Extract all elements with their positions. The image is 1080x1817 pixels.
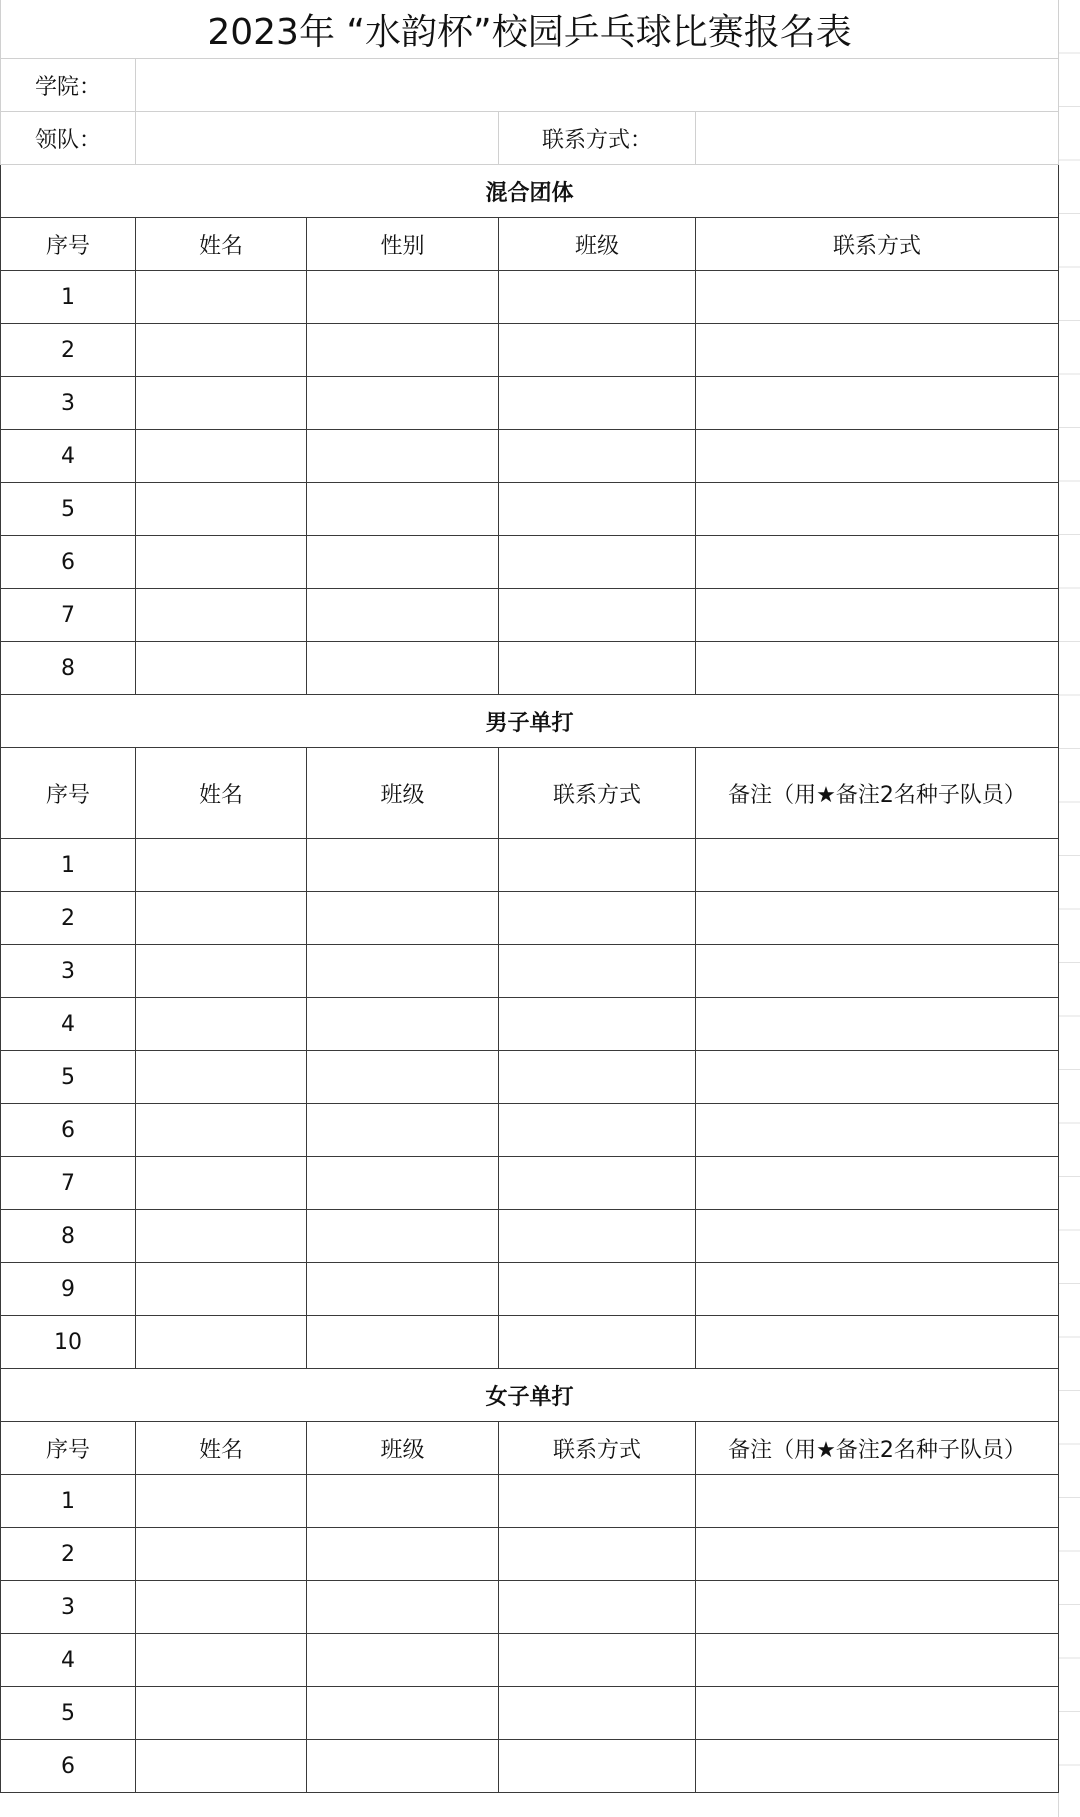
entry-cell[interactable] (696, 1157, 1059, 1210)
entry-cell[interactable] (307, 324, 499, 377)
column-header: 序号 (1, 218, 136, 271)
entry-cell[interactable] (307, 642, 499, 695)
entry-cell[interactable] (499, 430, 696, 483)
entry-cell[interactable] (499, 1475, 696, 1528)
column-header: 性别 (307, 218, 499, 271)
column-header: 班级 (307, 748, 499, 839)
entry-cell[interactable] (136, 1104, 307, 1157)
entry-cell[interactable] (136, 892, 307, 945)
entry-cell[interactable] (499, 1687, 696, 1740)
entry-cell[interactable] (696, 1263, 1059, 1316)
entry-cell[interactable] (307, 430, 499, 483)
entry-cell[interactable] (499, 483, 696, 536)
table-row (1, 483, 1059, 536)
table-row (1, 377, 1059, 430)
entry-cell[interactable] (499, 324, 696, 377)
row-number: 3 (1, 377, 136, 430)
table-row (1, 1210, 1059, 1263)
column-header: 联系方式 (499, 748, 696, 839)
row-number: 4 (1, 1634, 136, 1687)
entry-cell[interactable] (499, 1051, 696, 1104)
entry-cell[interactable] (307, 1263, 499, 1316)
entry-cell[interactable] (696, 483, 1059, 536)
entry-cell[interactable] (136, 945, 307, 998)
table-row (1, 1581, 1059, 1634)
entry-cell[interactable] (307, 377, 499, 430)
row-number: 2 (1, 324, 136, 377)
leader-field[interactable] (136, 112, 499, 165)
entry-cell[interactable] (499, 998, 696, 1051)
row-number: 6 (1, 1104, 136, 1157)
entry-cell[interactable] (136, 642, 307, 695)
entry-cell[interactable] (499, 1581, 696, 1634)
entry-cell[interactable] (499, 1316, 696, 1369)
entry-cell[interactable] (307, 1316, 499, 1369)
row-number: 8 (1, 1210, 136, 1263)
entry-cell[interactable] (307, 1475, 499, 1528)
leader-label: 领队： (1, 112, 136, 165)
entry-cell[interactable] (307, 1687, 499, 1740)
table-row (1, 1475, 1059, 1528)
entry-cell[interactable] (136, 324, 307, 377)
column-header: 序号 (1, 748, 136, 839)
table-row (1, 1051, 1059, 1104)
section-title: 男子单打 (1, 695, 1059, 748)
table-row (1, 1263, 1059, 1316)
entry-cell[interactable] (307, 1210, 499, 1263)
entry-cell[interactable] (499, 1157, 696, 1210)
entry-cell[interactable] (136, 1263, 307, 1316)
entry-cell[interactable] (307, 589, 499, 642)
entry-cell[interactable] (499, 945, 696, 998)
entry-cell[interactable] (499, 839, 696, 892)
entry-cell[interactable] (696, 1475, 1059, 1528)
leader-row (1, 112, 1059, 165)
section-title-row (1, 165, 1059, 218)
entry-cell[interactable] (499, 589, 696, 642)
entry-cell[interactable] (696, 324, 1059, 377)
entry-cell[interactable] (136, 271, 307, 324)
entry-cell[interactable] (307, 536, 499, 589)
table-row (1, 839, 1059, 892)
table-row (1, 430, 1059, 483)
entry-cell[interactable] (499, 536, 696, 589)
entry-cell[interactable] (307, 1157, 499, 1210)
row-number: 2 (1, 892, 136, 945)
column-header: 班级 (499, 218, 696, 271)
column-header: 姓名 (136, 1422, 307, 1475)
entry-cell[interactable] (696, 892, 1059, 945)
entry-cell[interactable] (136, 1475, 307, 1528)
entry-cell[interactable] (499, 892, 696, 945)
row-number: 9 (1, 1263, 136, 1316)
entry-cell[interactable] (696, 1528, 1059, 1581)
entry-cell[interactable] (136, 1051, 307, 1104)
column-header: 联系方式 (696, 218, 1059, 271)
entry-cell[interactable] (696, 642, 1059, 695)
entry-cell[interactable] (307, 271, 499, 324)
entry-cell[interactable] (696, 589, 1059, 642)
entry-cell[interactable] (307, 1581, 499, 1634)
column-header: 姓名 (136, 748, 307, 839)
entry-cell[interactable] (136, 1528, 307, 1581)
entry-cell[interactable] (307, 945, 499, 998)
entry-cell[interactable] (696, 1316, 1059, 1369)
entry-cell[interactable] (136, 483, 307, 536)
college-label: 学院： (1, 59, 136, 112)
column-header: 备注（用★备注2名种子队员） (696, 1422, 1059, 1475)
college-field[interactable] (136, 59, 1059, 112)
entry-cell[interactable] (499, 377, 696, 430)
column-header: 联系方式 (499, 1422, 696, 1475)
section-title-row (1, 695, 1059, 748)
entry-cell[interactable] (696, 1051, 1059, 1104)
leader-contact-label: 联系方式： (499, 112, 696, 165)
entry-cell[interactable] (136, 998, 307, 1051)
row-number: 10 (1, 1316, 136, 1369)
entry-cell[interactable] (499, 1634, 696, 1687)
entry-cell[interactable] (499, 1104, 696, 1157)
column-header-row (1, 748, 1059, 839)
entry-cell[interactable] (499, 1263, 696, 1316)
table-row (1, 1634, 1059, 1687)
entry-cell[interactable] (696, 1740, 1059, 1793)
entry-cell[interactable] (136, 1316, 307, 1369)
entry-cell[interactable] (136, 536, 307, 589)
entry-cell[interactable] (307, 1104, 499, 1157)
entry-cell[interactable] (696, 1581, 1059, 1634)
table-row (1, 536, 1059, 589)
table-row (1, 892, 1059, 945)
table-row (1, 271, 1059, 324)
table-row (1, 1687, 1059, 1740)
entry-cell[interactable] (499, 1210, 696, 1263)
entry-cell[interactable] (499, 271, 696, 324)
row-number: 1 (1, 839, 136, 892)
row-number: 8 (1, 642, 136, 695)
entry-cell[interactable] (307, 483, 499, 536)
entry-cell[interactable] (136, 430, 307, 483)
entry-cell[interactable] (696, 1210, 1059, 1263)
entry-cell[interactable] (696, 1104, 1059, 1157)
row-number: 4 (1, 430, 136, 483)
row-number: 5 (1, 483, 136, 536)
entry-cell[interactable] (136, 1740, 307, 1793)
table-row (1, 642, 1059, 695)
row-number: 5 (1, 1687, 136, 1740)
college-row (1, 59, 1059, 112)
entry-cell[interactable] (696, 1687, 1059, 1740)
form-title: 2023年 “水韵杯”校园乒乓球比赛报名表 (1, 0, 1059, 59)
entry-cell[interactable] (307, 839, 499, 892)
entry-cell[interactable] (136, 1581, 307, 1634)
column-header: 备注（用★备注2名种子队员） (696, 748, 1059, 839)
entry-cell[interactable] (696, 377, 1059, 430)
leader-contact-field[interactable] (696, 112, 1059, 165)
column-header-row (1, 1422, 1059, 1475)
row-number: 2 (1, 1528, 136, 1581)
table-row (1, 1316, 1059, 1369)
table-row (1, 589, 1059, 642)
entry-cell[interactable] (307, 998, 499, 1051)
entry-cell[interactable] (499, 642, 696, 695)
entry-cell[interactable] (307, 1634, 499, 1687)
entry-cell[interactable] (696, 536, 1059, 589)
entry-cell[interactable] (696, 430, 1059, 483)
row-number: 5 (1, 1051, 136, 1104)
entry-cell[interactable] (136, 839, 307, 892)
entry-cell[interactable] (307, 892, 499, 945)
row-number: 1 (1, 271, 136, 324)
row-number: 6 (1, 1740, 136, 1793)
table-row (1, 1157, 1059, 1210)
entry-cell[interactable] (136, 1157, 307, 1210)
entry-cell[interactable] (696, 998, 1059, 1051)
column-header: 班级 (307, 1422, 499, 1475)
entry-cell[interactable] (307, 1051, 499, 1104)
row-number: 3 (1, 1581, 136, 1634)
table-row (1, 945, 1059, 998)
entry-cell[interactable] (307, 1528, 499, 1581)
entry-cell[interactable] (136, 1210, 307, 1263)
title-row (1, 0, 1059, 59)
entry-cell[interactable] (136, 589, 307, 642)
row-number: 3 (1, 945, 136, 998)
table-row (1, 324, 1059, 377)
entry-cell[interactable] (696, 271, 1059, 324)
section-title: 混合团体 (1, 165, 1059, 218)
row-number: 4 (1, 998, 136, 1051)
row-number: 7 (1, 589, 136, 642)
table-row (1, 998, 1059, 1051)
entry-cell[interactable] (696, 1634, 1059, 1687)
entry-cell[interactable] (499, 1740, 696, 1793)
column-header-row (1, 218, 1059, 271)
entry-cell[interactable] (499, 1528, 696, 1581)
column-header: 姓名 (136, 218, 307, 271)
entry-cell[interactable] (136, 1634, 307, 1687)
row-number: 6 (1, 536, 136, 589)
section-title: 女子单打 (1, 1369, 1059, 1422)
table-row (1, 1528, 1059, 1581)
entry-cell[interactable] (696, 839, 1059, 892)
entry-cell[interactable] (307, 1740, 499, 1793)
table-row (1, 1740, 1059, 1793)
entry-cell[interactable] (136, 377, 307, 430)
row-number: 7 (1, 1157, 136, 1210)
row-number: 1 (1, 1475, 136, 1528)
entry-cell[interactable] (696, 945, 1059, 998)
table-row (1, 1104, 1059, 1157)
section-title-row (1, 1369, 1059, 1422)
column-header: 序号 (1, 1422, 136, 1475)
entry-cell[interactable] (136, 1687, 307, 1740)
